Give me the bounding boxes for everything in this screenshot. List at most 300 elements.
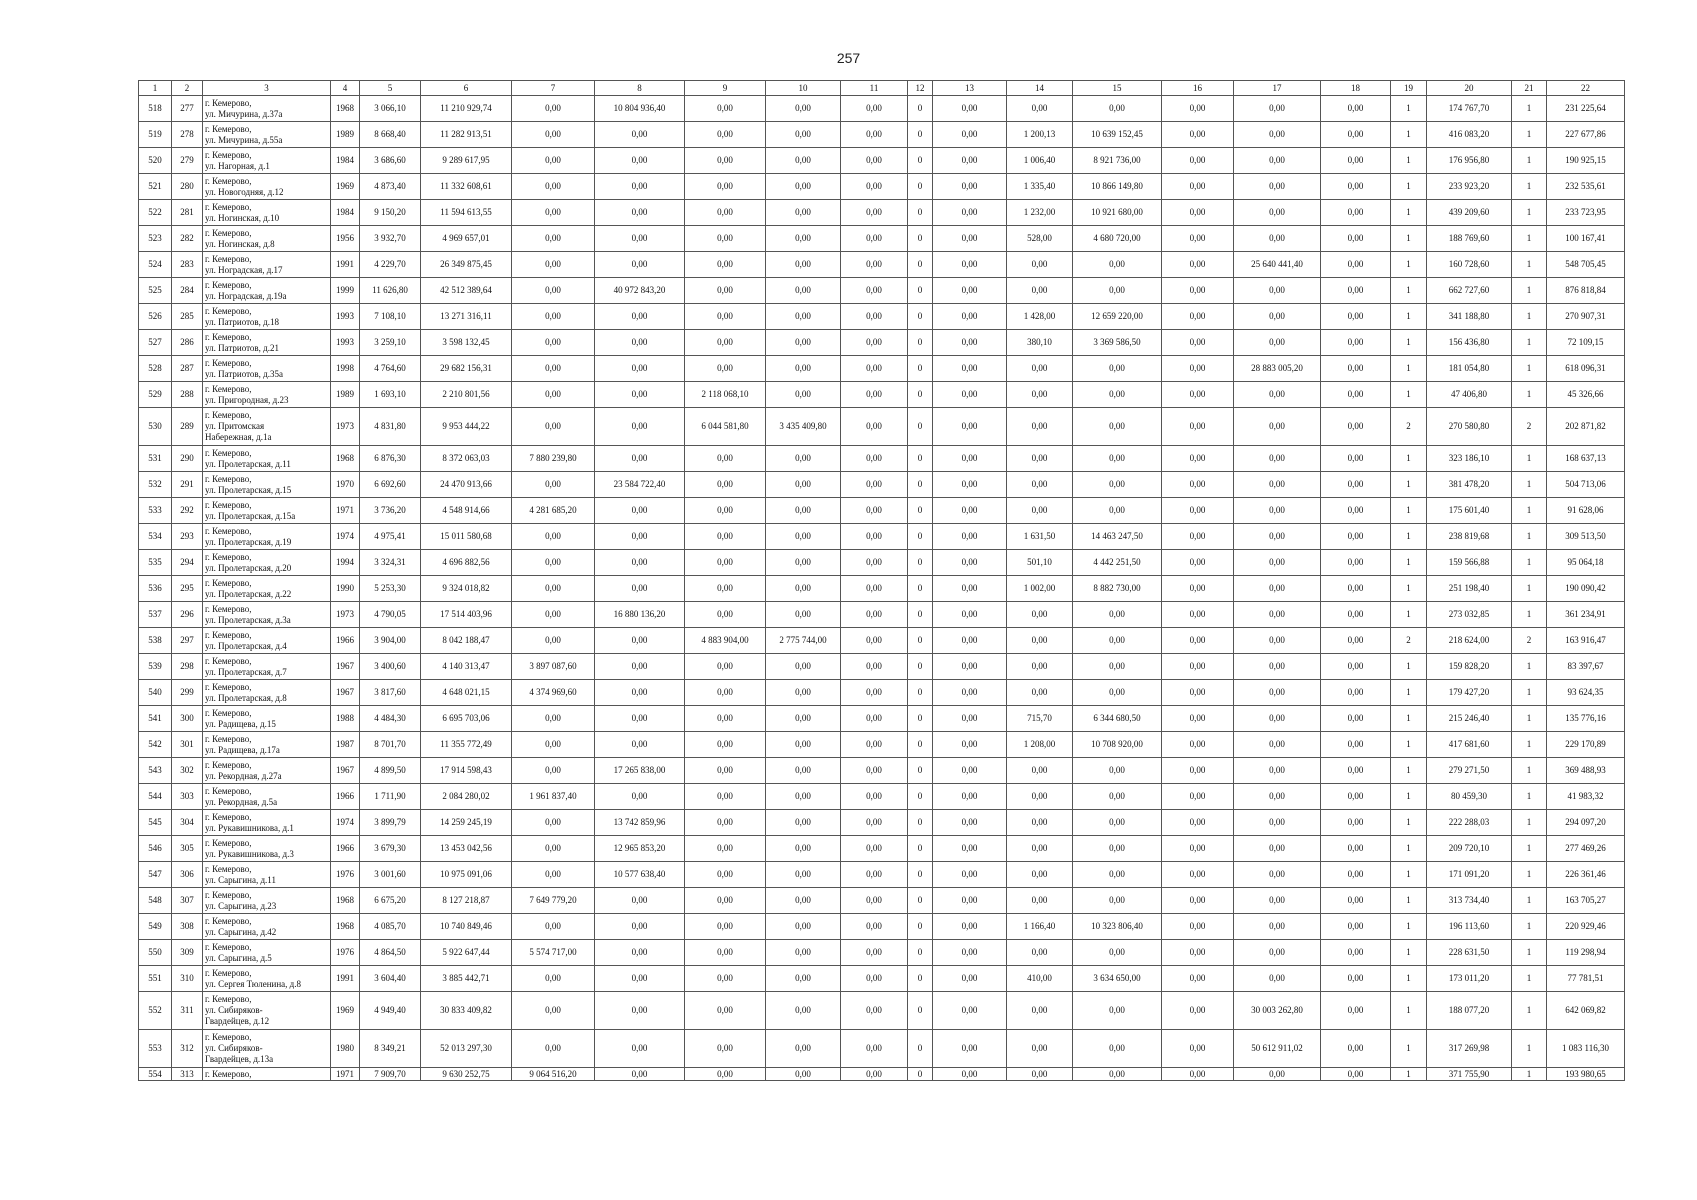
table-cell: 4 140 313,47	[421, 654, 512, 680]
address-cell: г. Кемерово, ул. Патриотов, д.21	[203, 330, 331, 356]
address-cell: г. Кемерово, ул. Мичурина, д.55а	[203, 122, 331, 148]
table-cell: 0,00	[1234, 550, 1321, 576]
table-cell: 550	[139, 940, 172, 966]
table-cell: 1999	[331, 278, 360, 304]
table-cell: 410,00	[1007, 966, 1073, 992]
table-cell: 3 001,60	[360, 862, 421, 888]
table-cell: 9 289 617,95	[421, 148, 512, 174]
table-cell: 0,00	[841, 914, 908, 940]
table-cell: 0,00	[1234, 680, 1321, 706]
table-cell: 273 032,85	[1427, 602, 1512, 628]
table-cell: 0,00	[841, 602, 908, 628]
table-cell: 1	[1512, 706, 1547, 732]
table-cell: 15 011 580,68	[421, 524, 512, 550]
table-cell: 2 118 068,10	[685, 382, 766, 408]
table-cell: 0	[908, 252, 933, 278]
table-cell: 279 271,50	[1427, 758, 1512, 784]
table-cell: 4 969 657,01	[421, 226, 512, 252]
table-cell: 229 170,89	[1547, 732, 1625, 758]
table-cell: 0,00	[685, 356, 766, 382]
table-cell: 3 435 409,80	[766, 408, 841, 446]
table-cell: 310	[172, 966, 203, 992]
table-row	[139, 382, 1625, 408]
table-cell: 281	[172, 200, 203, 226]
table-cell: 135 776,16	[1547, 706, 1625, 732]
table-cell: 0,00	[685, 498, 766, 524]
table-cell: 0,00	[512, 96, 595, 122]
table-cell: 0,00	[841, 836, 908, 862]
table-cell: 0,00	[841, 888, 908, 914]
table-cell: 0,00	[1073, 810, 1162, 836]
table-cell: 0,00	[1234, 524, 1321, 550]
table-cell: 0,00	[766, 784, 841, 810]
table-cell: 50 612 911,02	[1234, 1030, 1321, 1068]
table-cell: 0,00	[1234, 1068, 1321, 1081]
table-cell: 0,00	[595, 784, 685, 810]
table-cell: 0,00	[512, 758, 595, 784]
table-cell: 0,00	[1321, 550, 1391, 576]
table-cell: 0	[908, 732, 933, 758]
table-cell: 11 210 929,74	[421, 96, 512, 122]
address-cell: г. Кемерово,	[203, 1068, 331, 1081]
table-cell: 100 167,41	[1547, 226, 1625, 252]
table-cell: 0,00	[1007, 758, 1073, 784]
address-cell: г. Кемерово, ул. Новогодняя, д.12	[203, 174, 331, 200]
table-cell: 1	[1391, 304, 1427, 330]
table-cell: 0,00	[841, 330, 908, 356]
table-cell: 0,00	[766, 680, 841, 706]
table-cell: 28 883 005,20	[1234, 356, 1321, 382]
table-cell: 0,00	[841, 226, 908, 252]
table-cell: 0,00	[595, 706, 685, 732]
table-cell: 0,00	[766, 940, 841, 966]
table-cell: 0,00	[1162, 914, 1234, 940]
table-cell: 10 740 849,46	[421, 914, 512, 940]
table-cell: 524	[139, 252, 172, 278]
table-cell: 0,00	[1007, 628, 1073, 654]
table-row	[139, 96, 1625, 122]
table-cell: 13 742 859,96	[595, 810, 685, 836]
table-cell: 0,00	[685, 732, 766, 758]
table-cell: 1	[1512, 680, 1547, 706]
table-cell: 0,00	[1162, 836, 1234, 862]
table-cell: 159 566,88	[1427, 550, 1512, 576]
table-cell: 11 355 772,49	[421, 732, 512, 758]
table-cell: 0,00	[512, 330, 595, 356]
table-cell: 218 624,00	[1427, 628, 1512, 654]
table-cell: 0,00	[595, 1030, 685, 1068]
table-cell: 0,00	[1321, 252, 1391, 278]
table-cell: 439 209,60	[1427, 200, 1512, 226]
table-cell: 0,00	[1073, 408, 1162, 446]
table-cell: 0,00	[685, 680, 766, 706]
table-cell: 0,00	[766, 122, 841, 148]
address-cell: г. Кемерово, ул. Радищева, д.17а	[203, 732, 331, 758]
table-cell: 0,00	[595, 174, 685, 200]
table-cell: 0,00	[512, 174, 595, 200]
table-cell: 1969	[331, 992, 360, 1030]
address-cell: г. Кемерово, ул. Сарыгина, д.42	[203, 914, 331, 940]
address-cell: г. Кемерово, ул. Пролетарская, д.15а	[203, 498, 331, 524]
table-cell: 0,00	[1321, 524, 1391, 550]
table-row	[139, 992, 1625, 1030]
table-cell: 0,00	[1007, 498, 1073, 524]
table-cell: 0,00	[841, 356, 908, 382]
table-cell: 0,00	[512, 862, 595, 888]
table-cell: 0,00	[933, 278, 1007, 304]
table-cell: 0,00	[685, 654, 766, 680]
table-cell: 381 478,20	[1427, 472, 1512, 498]
table-cell: 0	[908, 966, 933, 992]
table-cell: 0,00	[933, 914, 1007, 940]
table-cell: 3 736,20	[360, 498, 421, 524]
table-cell: 1 083 116,30	[1547, 1030, 1625, 1068]
table-cell: 1	[1512, 810, 1547, 836]
table-cell: 0,00	[841, 304, 908, 330]
table-cell: 0,00	[1234, 96, 1321, 122]
table-row	[139, 524, 1625, 550]
table-cell: 0,00	[841, 278, 908, 304]
table-cell: 1	[1512, 914, 1547, 940]
table-cell: 0,00	[1234, 654, 1321, 680]
table-cell: 0,00	[1162, 382, 1234, 408]
table-cell: 291	[172, 472, 203, 498]
table-cell: 0,00	[1321, 96, 1391, 122]
table-row	[139, 498, 1625, 524]
table-cell: 0	[908, 602, 933, 628]
address-cell: г. Кемерово, ул. Радищева, д.15	[203, 706, 331, 732]
table-cell: 227 677,86	[1547, 122, 1625, 148]
table-cell: 8 372 063,03	[421, 446, 512, 472]
table-cell: 0,00	[1321, 654, 1391, 680]
table-cell: 0,00	[766, 498, 841, 524]
table-cell: 371 755,90	[1427, 1068, 1512, 1081]
table-cell: 0,00	[1073, 278, 1162, 304]
table-row	[139, 278, 1625, 304]
table-cell: 0	[908, 524, 933, 550]
table-cell: 0,00	[1073, 602, 1162, 628]
table-cell: 10 323 806,40	[1073, 914, 1162, 940]
table-cell: 0,00	[841, 654, 908, 680]
table-cell: 0,00	[841, 148, 908, 174]
table-cell: 278	[172, 122, 203, 148]
table-cell: 9 064 516,20	[512, 1068, 595, 1081]
table-row	[139, 122, 1625, 148]
table-cell: 277	[172, 96, 203, 122]
table-cell: 0,00	[841, 524, 908, 550]
table-cell: 0,00	[1073, 680, 1162, 706]
table-cell: 0,00	[595, 940, 685, 966]
table-cell: 0,00	[933, 550, 1007, 576]
table-row	[139, 706, 1625, 732]
table-cell: 0,00	[1073, 940, 1162, 966]
table-cell: 553	[139, 1030, 172, 1068]
table-cell: 0,00	[933, 784, 1007, 810]
table-cell: 1	[1512, 732, 1547, 758]
table-cell: 1	[1391, 810, 1427, 836]
table-cell: 0	[908, 836, 933, 862]
table-cell: 535	[139, 550, 172, 576]
table-cell: 1971	[331, 498, 360, 524]
table-cell: 0,00	[766, 96, 841, 122]
table-cell: 0,00	[933, 148, 1007, 174]
column-number-cell: 2	[172, 81, 203, 96]
table-cell: 283	[172, 252, 203, 278]
table-cell: 0,00	[1162, 602, 1234, 628]
table-cell: 1	[1391, 200, 1427, 226]
table-cell: 0,00	[685, 888, 766, 914]
table-cell: 0,00	[933, 1030, 1007, 1068]
table-cell: 1984	[331, 200, 360, 226]
table-cell: 0,00	[1007, 1030, 1073, 1068]
table-cell: 0,00	[685, 706, 766, 732]
table-cell: 0,00	[1234, 810, 1321, 836]
table-cell: 4 281 685,20	[512, 498, 595, 524]
table-cell: 1	[1512, 940, 1547, 966]
table-cell: 45 326,66	[1547, 382, 1625, 408]
table-cell: 529	[139, 382, 172, 408]
table-cell: 0,00	[685, 96, 766, 122]
table-cell: 6 695 703,06	[421, 706, 512, 732]
column-number-cell: 9	[685, 81, 766, 96]
table-cell: 0,00	[512, 602, 595, 628]
address-cell: г. Кемерово, ул. Ноградская, д.17	[203, 252, 331, 278]
table-cell: 4 790,05	[360, 602, 421, 628]
table-cell: 6 344 680,50	[1073, 706, 1162, 732]
column-number-cell: 21	[1512, 81, 1547, 96]
table-cell: 0,00	[1162, 122, 1234, 148]
table-cell: 0,00	[841, 122, 908, 148]
table-cell: 1	[1391, 1030, 1427, 1068]
table-cell: 0,00	[1162, 706, 1234, 732]
table-cell: 1 166,40	[1007, 914, 1073, 940]
table-cell: 0,00	[1321, 628, 1391, 654]
table-cell: 156 436,80	[1427, 330, 1512, 356]
table-cell: 0,00	[1234, 966, 1321, 992]
table-cell: 0,00	[1234, 940, 1321, 966]
table-cell: 0	[908, 1030, 933, 1068]
table-cell: 416 083,20	[1427, 122, 1512, 148]
table-cell: 0,00	[1321, 602, 1391, 628]
table-cell: 0,00	[1321, 680, 1391, 706]
table-row	[139, 680, 1625, 706]
table-cell: 47 406,80	[1427, 382, 1512, 408]
address-cell: г. Кемерово, ул. Сибиряков- Гвардейцев, д.13а	[203, 1030, 331, 1068]
table-cell: 0	[908, 810, 933, 836]
table-cell: 40 972 843,20	[595, 278, 685, 304]
table-cell: 0,00	[595, 1068, 685, 1081]
table-cell: 8 668,40	[360, 122, 421, 148]
table-cell: 0,00	[512, 382, 595, 408]
table-cell: 2	[1512, 628, 1547, 654]
table-cell: 0,00	[1234, 784, 1321, 810]
table-cell: 1	[1391, 446, 1427, 472]
table-cell: 1 335,40	[1007, 174, 1073, 200]
table-cell: 1	[1391, 914, 1427, 940]
table-cell: 0,00	[933, 1068, 1007, 1081]
table-cell: 0	[908, 356, 933, 382]
table-cell: 0,00	[685, 278, 766, 304]
table-cell: 174 767,70	[1427, 96, 1512, 122]
table-cell: 548 705,45	[1547, 252, 1625, 278]
table-cell: 2	[1391, 628, 1427, 654]
table-cell: 307	[172, 888, 203, 914]
table-cell: 4 696 882,56	[421, 550, 512, 576]
table-cell: 0,00	[841, 784, 908, 810]
table-cell: 1976	[331, 940, 360, 966]
table-cell: 0	[908, 940, 933, 966]
table-cell: 298	[172, 654, 203, 680]
table-row	[139, 654, 1625, 680]
table-cell: 1	[1391, 148, 1427, 174]
table-cell: 0,00	[512, 122, 595, 148]
table-row	[139, 628, 1625, 654]
table-cell: 4 975,41	[360, 524, 421, 550]
table-cell: 1 006,40	[1007, 148, 1073, 174]
column-number-cell: 15	[1073, 81, 1162, 96]
table-cell: 0,00	[841, 576, 908, 602]
table-cell: 17 914 598,43	[421, 758, 512, 784]
table-cell: 8 882 730,00	[1073, 576, 1162, 602]
table-cell: 190 090,42	[1547, 576, 1625, 602]
table-cell: 0,00	[1162, 252, 1234, 278]
column-number-cell: 12	[908, 81, 933, 96]
address-cell: г. Кемерово, ул. Пролетарская, д.20	[203, 550, 331, 576]
table-cell: 0,00	[595, 200, 685, 226]
table-cell: 0,00	[685, 472, 766, 498]
table-cell: 1966	[331, 836, 360, 862]
address-cell: г. Кемерово, ул. Сергея Тюленина, д.8	[203, 966, 331, 992]
table-cell: 0,00	[933, 304, 1007, 330]
table-cell: 0,00	[933, 654, 1007, 680]
table-cell: 0,00	[1162, 888, 1234, 914]
table-cell: 0,00	[595, 680, 685, 706]
table-cell: 0,00	[933, 382, 1007, 408]
table-cell: 4 229,70	[360, 252, 421, 278]
table-cell: 0,00	[841, 992, 908, 1030]
table-cell: 0,00	[1007, 602, 1073, 628]
table-cell: 163 916,47	[1547, 628, 1625, 654]
table-cell: 1	[1391, 966, 1427, 992]
table-cell: 521	[139, 174, 172, 200]
table-cell: 0,00	[685, 252, 766, 278]
table-cell: 29 682 156,31	[421, 356, 512, 382]
table-cell: 4 764,60	[360, 356, 421, 382]
table-cell: 380,10	[1007, 330, 1073, 356]
table-cell: 0,00	[933, 992, 1007, 1030]
table-cell: 41 983,32	[1547, 784, 1625, 810]
table-cell: 1	[1512, 226, 1547, 252]
table-cell: 270 580,80	[1427, 408, 1512, 446]
table-cell: 0,00	[1321, 472, 1391, 498]
table-cell: 0,00	[766, 200, 841, 226]
table-cell: 0	[908, 174, 933, 200]
table-cell: 293	[172, 524, 203, 550]
table-cell: 1994	[331, 550, 360, 576]
table-cell: 538	[139, 628, 172, 654]
table-cell: 1 208,00	[1007, 732, 1073, 758]
address-cell: г. Кемерово, ул. Притомская Набережная, д.1а	[203, 408, 331, 446]
table-cell: 0,00	[1234, 446, 1321, 472]
table-cell: 1	[1512, 278, 1547, 304]
table-cell: 1973	[331, 602, 360, 628]
table-cell: 519	[139, 122, 172, 148]
table-cell: 6 675,20	[360, 888, 421, 914]
column-number-cell: 8	[595, 81, 685, 96]
table-row	[139, 888, 1625, 914]
table-cell: 0,00	[1073, 96, 1162, 122]
table-cell: 0,00	[933, 732, 1007, 758]
table-cell: 290	[172, 446, 203, 472]
table-cell: 0,00	[595, 382, 685, 408]
table-cell: 0,00	[841, 174, 908, 200]
table-cell: 0,00	[1321, 758, 1391, 784]
table-row	[139, 330, 1625, 356]
table-cell: 0,00	[595, 524, 685, 550]
table-cell: 0,00	[766, 654, 841, 680]
table-cell: 552	[139, 992, 172, 1030]
table-cell: 0,00	[841, 706, 908, 732]
table-cell: 0,00	[1073, 1068, 1162, 1081]
table-cell: 1980	[331, 1030, 360, 1068]
table-cell: 0,00	[1162, 304, 1234, 330]
table-row	[139, 472, 1625, 498]
table-cell: 0,00	[1007, 252, 1073, 278]
table-cell: 1976	[331, 862, 360, 888]
table-cell: 0,00	[685, 784, 766, 810]
table-cell: 4 648 021,15	[421, 680, 512, 706]
table-cell: 0,00	[512, 148, 595, 174]
table-cell: 876 818,84	[1547, 278, 1625, 304]
table-cell: 0,00	[1073, 888, 1162, 914]
table-cell: 25 640 441,40	[1234, 252, 1321, 278]
table-cell: 10 639 152,45	[1073, 122, 1162, 148]
table-cell: 1	[1512, 602, 1547, 628]
column-number-cell: 6	[421, 81, 512, 96]
table-cell: 1974	[331, 524, 360, 550]
table-cell: 163 705,27	[1547, 888, 1625, 914]
table-cell: 3 686,60	[360, 148, 421, 174]
page-number: 257	[836, 50, 861, 66]
table-cell: 1	[1512, 888, 1547, 914]
table-cell: 0,00	[933, 174, 1007, 200]
table-cell: 0,00	[1162, 992, 1234, 1030]
table-cell: 1	[1391, 602, 1427, 628]
table-cell: 554	[139, 1068, 172, 1081]
table-cell: 531	[139, 446, 172, 472]
table-cell: 303	[172, 784, 203, 810]
table-cell: 1	[1391, 550, 1427, 576]
table-cell: 518	[139, 96, 172, 122]
table-cell: 1974	[331, 810, 360, 836]
address-cell: г. Кемерово, ул. Сарыгина, д.23	[203, 888, 331, 914]
table-cell: 0,00	[685, 836, 766, 862]
table-cell: 0,00	[595, 122, 685, 148]
table-cell: 0,00	[512, 408, 595, 446]
table-cell: 4 442 251,50	[1073, 550, 1162, 576]
table-cell: 1	[1391, 680, 1427, 706]
table-row	[139, 1030, 1625, 1068]
address-cell: г. Кемерово, ул. Рекордная, д.27а	[203, 758, 331, 784]
table-cell: 309	[172, 940, 203, 966]
table-cell: 0,00	[512, 524, 595, 550]
table-cell: 0,00	[933, 226, 1007, 252]
address-cell: г. Кемерово, ул. Рекордная, д.5а	[203, 784, 331, 810]
table-cell: 1991	[331, 252, 360, 278]
table-cell: 0,00	[766, 602, 841, 628]
table-cell: 1	[1512, 836, 1547, 862]
table-cell: 0,00	[933, 524, 1007, 550]
